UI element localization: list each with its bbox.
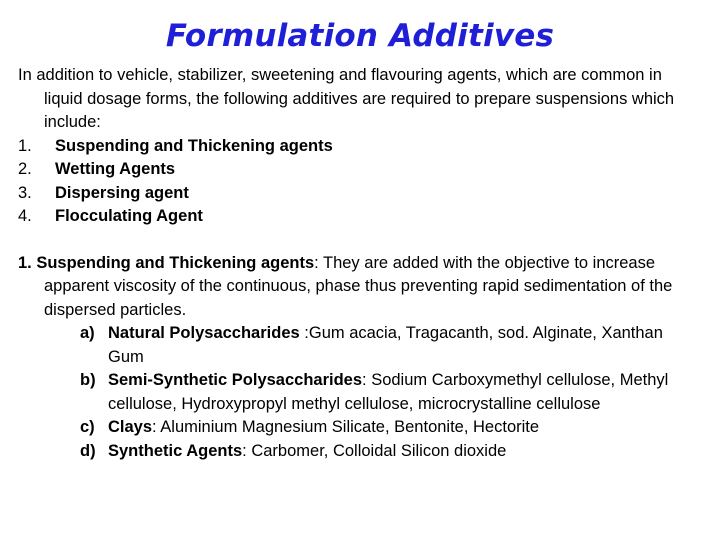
agent-type-letter: c)	[80, 418, 95, 436]
page-title: Formulation Additives	[165, 18, 555, 54]
agent-type-item	[18, 322, 698, 369]
list-number: 4.	[18, 207, 32, 225]
list-number: 3.	[18, 183, 32, 202]
agent-type-item	[18, 416, 698, 440]
list-item	[18, 205, 698, 229]
agent-type-text: :Gum acacia, Tragacanth, sod. Alginate, Xanthan Gum	[108, 324, 663, 366]
list-item-label: Dispersing agent	[55, 183, 189, 202]
section-paragraph	[18, 252, 698, 323]
agent-type-letter: b)	[80, 371, 96, 389]
list-item-label: Flocculating Agent	[55, 207, 203, 225]
agent-type-text: : Aluminium Magnesium Silicate, Bentonite, Hectorite	[152, 418, 540, 436]
list-item	[18, 158, 698, 182]
list-number: 2.	[18, 160, 32, 178]
section-text: : They are added with the objective to increase apparent viscosity of the continuous, phase thus preventing rapid sedimentation of the dispersed particles.	[44, 253, 673, 319]
list-item	[18, 182, 698, 206]
agent-type-term: Synthetic Agents	[108, 441, 243, 460]
agent-type-item	[18, 369, 698, 416]
list-number: 1.	[18, 136, 32, 155]
agent-type-item	[18, 440, 698, 464]
agent-type-text: : Carbomer, Colloidal Silicon dioxide	[242, 441, 507, 460]
intro-paragraph: In addition to vehicle, stabilizer, sweetening and flavouring agents, which are common in liquid dosage forms, the following additives are required to prepare suspensions which include:	[18, 66, 675, 131]
agent-type-term: Semi-Synthetic Polysaccharides	[108, 371, 363, 389]
agent-type-text: : Sodium Carboxymethyl cellulose, Methyl cellulose, Hydroxypropyl methyl cellulose, microcrystalline cellulose	[108, 371, 669, 413]
section-heading: 1. Suspending and Thickening agents	[18, 253, 315, 272]
spacer	[18, 229, 698, 252]
agent-type-term: Natural Polysaccharides	[108, 324, 300, 342]
list-item-label: Wetting Agents	[55, 160, 176, 178]
additives-list	[18, 135, 698, 229]
agent-type-letter: a)	[80, 324, 95, 342]
slide-body	[18, 64, 698, 463]
agent-types-list	[18, 322, 698, 463]
list-item	[18, 135, 698, 159]
list-item-label: Suspending and Thickening agents	[55, 136, 333, 155]
agent-type-term: Clays	[108, 418, 153, 436]
agent-type-letter: d)	[80, 441, 96, 460]
